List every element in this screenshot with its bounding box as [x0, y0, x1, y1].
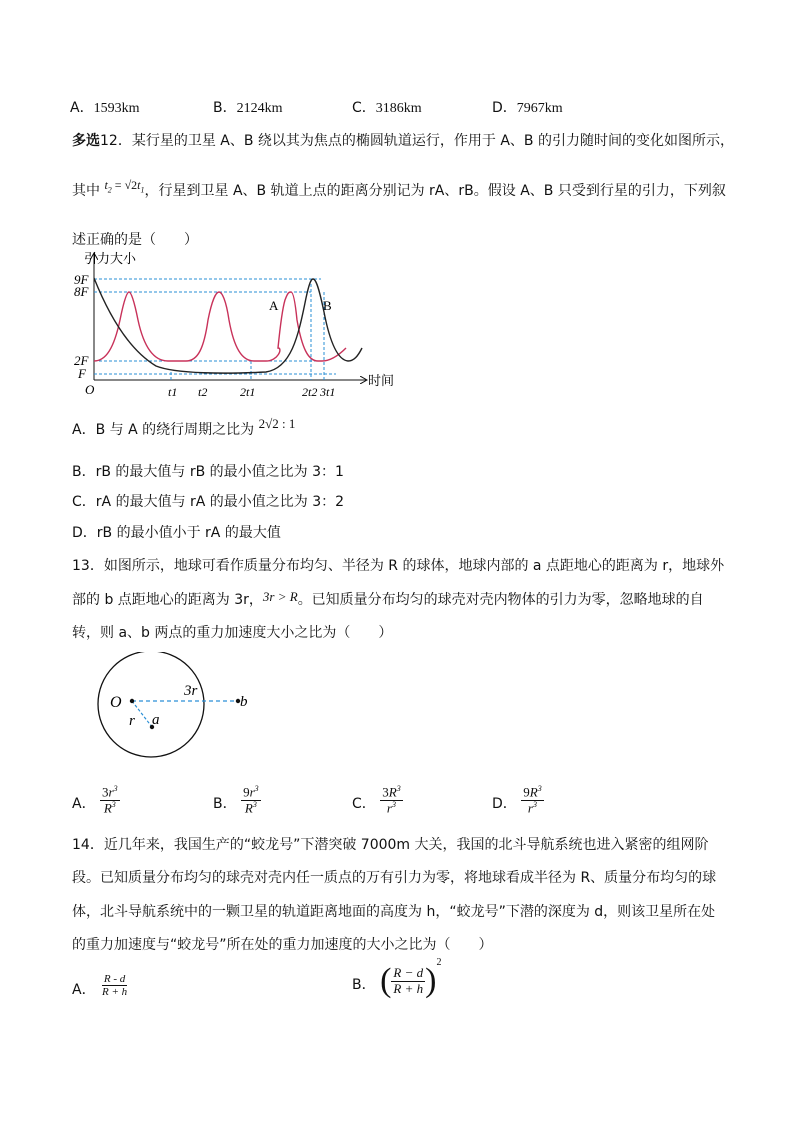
- q13-stem-line3: 转，则 a、b 两点的重力加速度大小之比为（ ）: [72, 625, 393, 641]
- q12-option-a: A．B 与 A 的绕行周期之比为 2√2 : 1: [72, 416, 296, 438]
- label-r: r: [129, 713, 135, 729]
- q12-option-c: C．rA 的最大值与 rA 的最小值之比为 3：2: [72, 494, 345, 510]
- q14-option-b: B． ( $\frac{R - d}{R + h}$ )$^2$: [352, 957, 442, 999]
- x-axis-title: 时间: [368, 373, 395, 388]
- q12-stem-line1: 多选12．某行星的卫星 A、B 绕以其为焦点的椭圆轨道运行，作用于 A、B 的引力随时间的变化如图所示，: [72, 133, 734, 149]
- label-o: O: [110, 694, 122, 711]
- point-o: [130, 699, 134, 703]
- q12-number: 12．: [100, 133, 132, 149]
- x-tick-2t2: 2t2: [302, 385, 318, 399]
- curve-a-label: A: [269, 298, 279, 313]
- q13-number: 13．: [72, 558, 104, 574]
- q14-number: 14．: [72, 837, 104, 853]
- x-tick-2t1: 2t1: [240, 385, 256, 399]
- label-a: a: [152, 712, 160, 728]
- q13-stem-line2: 部的 b 点距地心的距离为 3r，3r > R。已知质量分布均匀的球壳对壳内物体的引力为零，忽略地球的自: [72, 589, 704, 608]
- q11-option-b: B．2124km: [213, 100, 283, 116]
- q12-tag: 多选: [72, 133, 100, 149]
- graph-origin: O: [85, 382, 95, 397]
- x-tick-3t1: 3t1: [320, 385, 336, 399]
- q14-stem-line2: 段。已知质量分布均匀的球壳对壳内任一质点的万有引力为零，将地球看成半径为 R、质量分布均匀的球: [72, 870, 717, 886]
- q14-stem-line4: 的重力加速度与“蛟龙号”所在处的重力加速度的大小之比为（ ）: [72, 937, 493, 953]
- y-tick-2F: 2F: [74, 353, 89, 368]
- guide-lines: [94, 279, 336, 380]
- curve-a: [94, 292, 346, 361]
- q12-force-graph: [66, 248, 396, 408]
- y-tick-9F: 9F: [74, 272, 89, 287]
- q14-stem-line1: 14．近几年来，我国生产的“蛟龙号”下潜突破 7000m 大关，我国的北斗导航系统也进入紧密的组网阶: [72, 837, 709, 853]
- q13-option-c: C． $\frac{3R^3}{r^3}$: [352, 784, 401, 815]
- q12-option-d: D．rB 的最小值小于 rA 的最大值: [72, 525, 281, 541]
- curve-b-label: B: [323, 298, 332, 313]
- x-tick-t2: t2: [198, 385, 208, 399]
- q13-option-b: B． $\frac{9r^3}{R^3}$: [213, 784, 259, 815]
- q14-option-a: A． $\frac{R - d}{R + h}$: [72, 973, 128, 999]
- q13-stem-line1: 13．如图所示，地球可看作质量分布均匀、半径为 R 的球体，地球内部的 a 点距地心的距离为 r，地球外: [72, 558, 725, 574]
- q11-option-c: C．3186km: [352, 100, 422, 116]
- q11-option-a: A．1593km: [70, 100, 140, 116]
- q14-stem-line3: 体，北斗导航系统中的一颗卫星的轨道距离地面的高度为 h，“蛟龙号”下潜的深度为 d，则该卫星所在处: [72, 904, 716, 920]
- q12-formula: $t_2 = √2t_1$: [104, 178, 145, 195]
- q12-option-b: B．rB 的最大值与 rB 的最小值之比为 3：1: [72, 464, 344, 480]
- y-axis-title: 引力大小: [84, 251, 137, 266]
- y-tick-F: F: [78, 366, 86, 381]
- q12-stem-line3: 述正确的是（ ）: [72, 232, 198, 248]
- q13-option-a: A． $\frac{3r^3}{R^3}$: [72, 784, 118, 815]
- q13-option-d: D． $\frac{9R^3}{r^3}$: [492, 784, 542, 815]
- segment-r: [132, 701, 152, 727]
- label-b: b: [240, 694, 248, 710]
- label-3r: 3r: [184, 683, 198, 699]
- x-tick-t1: t1: [168, 385, 178, 399]
- q11-option-d: D．7967km: [492, 100, 563, 116]
- y-tick-8F: 8F: [74, 284, 89, 299]
- q12-stem-line2: 其中 $t_2 = √2t_1$，行星到卫星 A、B 轨道上点的距离分别记为 rA、rB。假设 A、B 只受到行星的引力，下列叙: [72, 178, 726, 199]
- q13-earth-figure: [72, 652, 272, 762]
